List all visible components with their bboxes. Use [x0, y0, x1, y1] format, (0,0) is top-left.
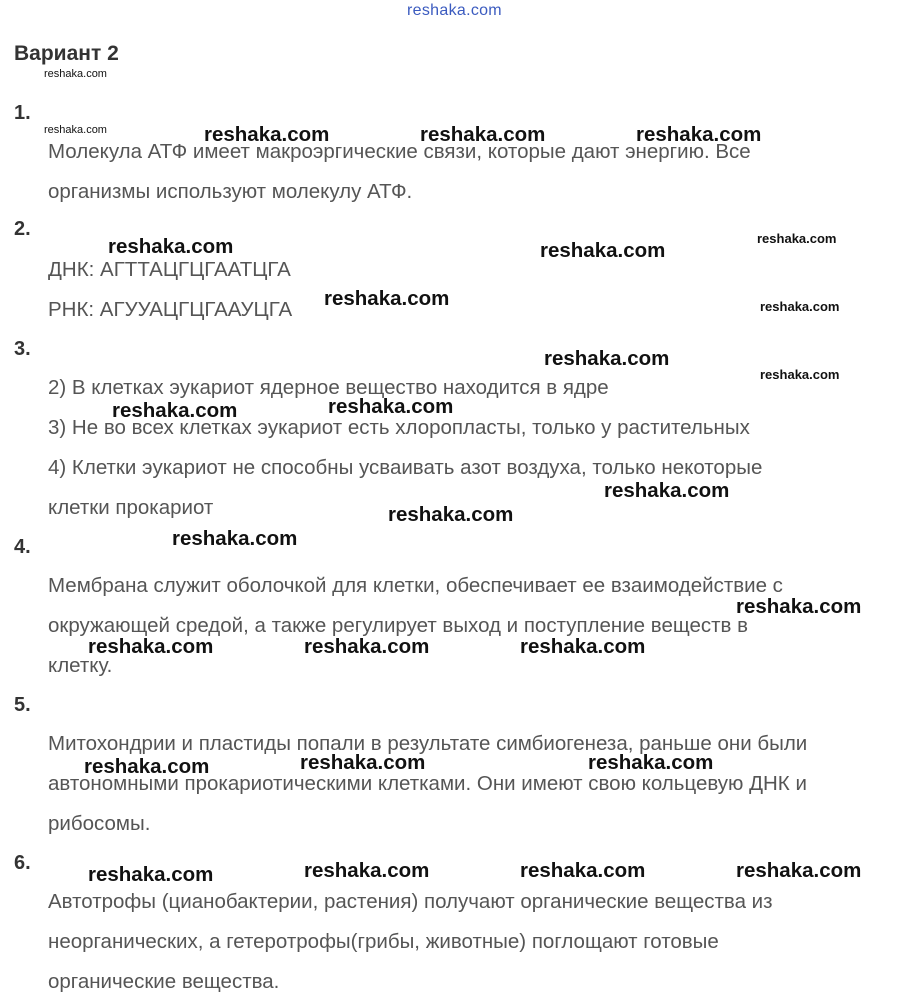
watermark: reshaka.com — [544, 347, 670, 370]
watermark: reshaka.com — [112, 399, 238, 422]
answer-number-2: 2. — [14, 218, 31, 240]
answer-4-line-3: клетку. — [48, 654, 113, 677]
site-header-watermark: reshaka.com — [407, 2, 502, 19]
watermark: reshaka.com — [757, 231, 837, 246]
answer-5-line-2: автономными прокариотическими клетками. Они имеют свою кольцевую ДНК и — [48, 772, 807, 795]
watermark: reshaka.com — [760, 299, 840, 314]
watermark: reshaka.com — [44, 68, 107, 80]
watermark: reshaka.com — [540, 239, 666, 262]
answer-6-line-1: Автотрофы (цианобактерии, растения) получают органические вещества из — [48, 890, 773, 913]
answer-3-line-1: 2) В клетках эукариот ядерное вещество находится в ядре — [48, 376, 609, 399]
answer-2-line-2: РНК: АГУУАЦГЦГААУЦГА — [48, 298, 293, 321]
watermark: reshaka.com — [736, 859, 862, 882]
answer-3-line-2: 3) Не во всех клетках эукариот есть хлоропласты, только у растительных — [48, 416, 750, 439]
answer-6-line-3: органические вещества. — [48, 970, 280, 993]
watermark: reshaka.com — [108, 235, 234, 258]
answer-6-line-2: неорганических, а гетеротрофы(грибы, животные) поглощают готовые — [48, 930, 719, 953]
answer-3-line-3: 4) Клетки эукариот не способны усваивать азот воздуха, только некоторые — [48, 456, 763, 479]
watermark: reshaka.com — [388, 503, 514, 526]
watermark: reshaka.com — [636, 123, 762, 146]
answer-1-line-1: Молекула АТФ имеет макроэргические связи, которые дают энергию. Все — [48, 140, 751, 163]
answer-3-line-4: клетки прокариот — [48, 496, 214, 519]
answer-number-3: 3. — [14, 338, 31, 360]
answer-number-5: 5. — [14, 694, 31, 716]
watermark: reshaka.com — [588, 751, 714, 774]
watermark: reshaka.com — [304, 859, 430, 882]
answer-2-line-1: ДНК: АГТТАЦГЦГААТЦГА — [48, 258, 291, 281]
watermark: reshaka.com — [44, 124, 107, 136]
answer-5-line-3: рибосомы. — [48, 812, 151, 835]
answer-4-line-2: окружающей средой, а также регулирует выход и поступление веществ в — [48, 614, 748, 637]
watermark: reshaka.com — [520, 859, 646, 882]
watermark: reshaka.com — [304, 635, 430, 658]
answer-5-line-1: Митохондрии и пластиды попали в результате симбиогенеза, раньше они были — [48, 732, 808, 755]
watermark: reshaka.com — [760, 367, 840, 382]
answer-4-line-1: Мембрана служит оболочкой для клетки, обеспечивает ее взаимодействие с — [48, 574, 783, 597]
watermark: reshaka.com — [328, 395, 454, 418]
watermark: reshaka.com — [88, 635, 214, 658]
watermark: reshaka.com — [84, 755, 210, 778]
watermark: reshaka.com — [736, 595, 862, 618]
answer-number-1: 1. — [14, 102, 31, 124]
answer-number-4: 4. — [14, 536, 31, 558]
watermark: reshaka.com — [520, 635, 646, 658]
page-title: Вариант 2 — [14, 42, 119, 65]
watermark: reshaka.com — [324, 287, 450, 310]
watermark: reshaka.com — [420, 123, 546, 146]
watermark: reshaka.com — [88, 863, 214, 886]
watermark: reshaka.com — [604, 479, 730, 502]
watermark: reshaka.com — [300, 751, 426, 774]
watermark: reshaka.com — [172, 527, 298, 550]
watermark: reshaka.com — [204, 123, 330, 146]
answer-number-6: 6. — [14, 852, 31, 874]
answer-1-line-2: организмы используют молекулу АТФ. — [48, 180, 413, 203]
